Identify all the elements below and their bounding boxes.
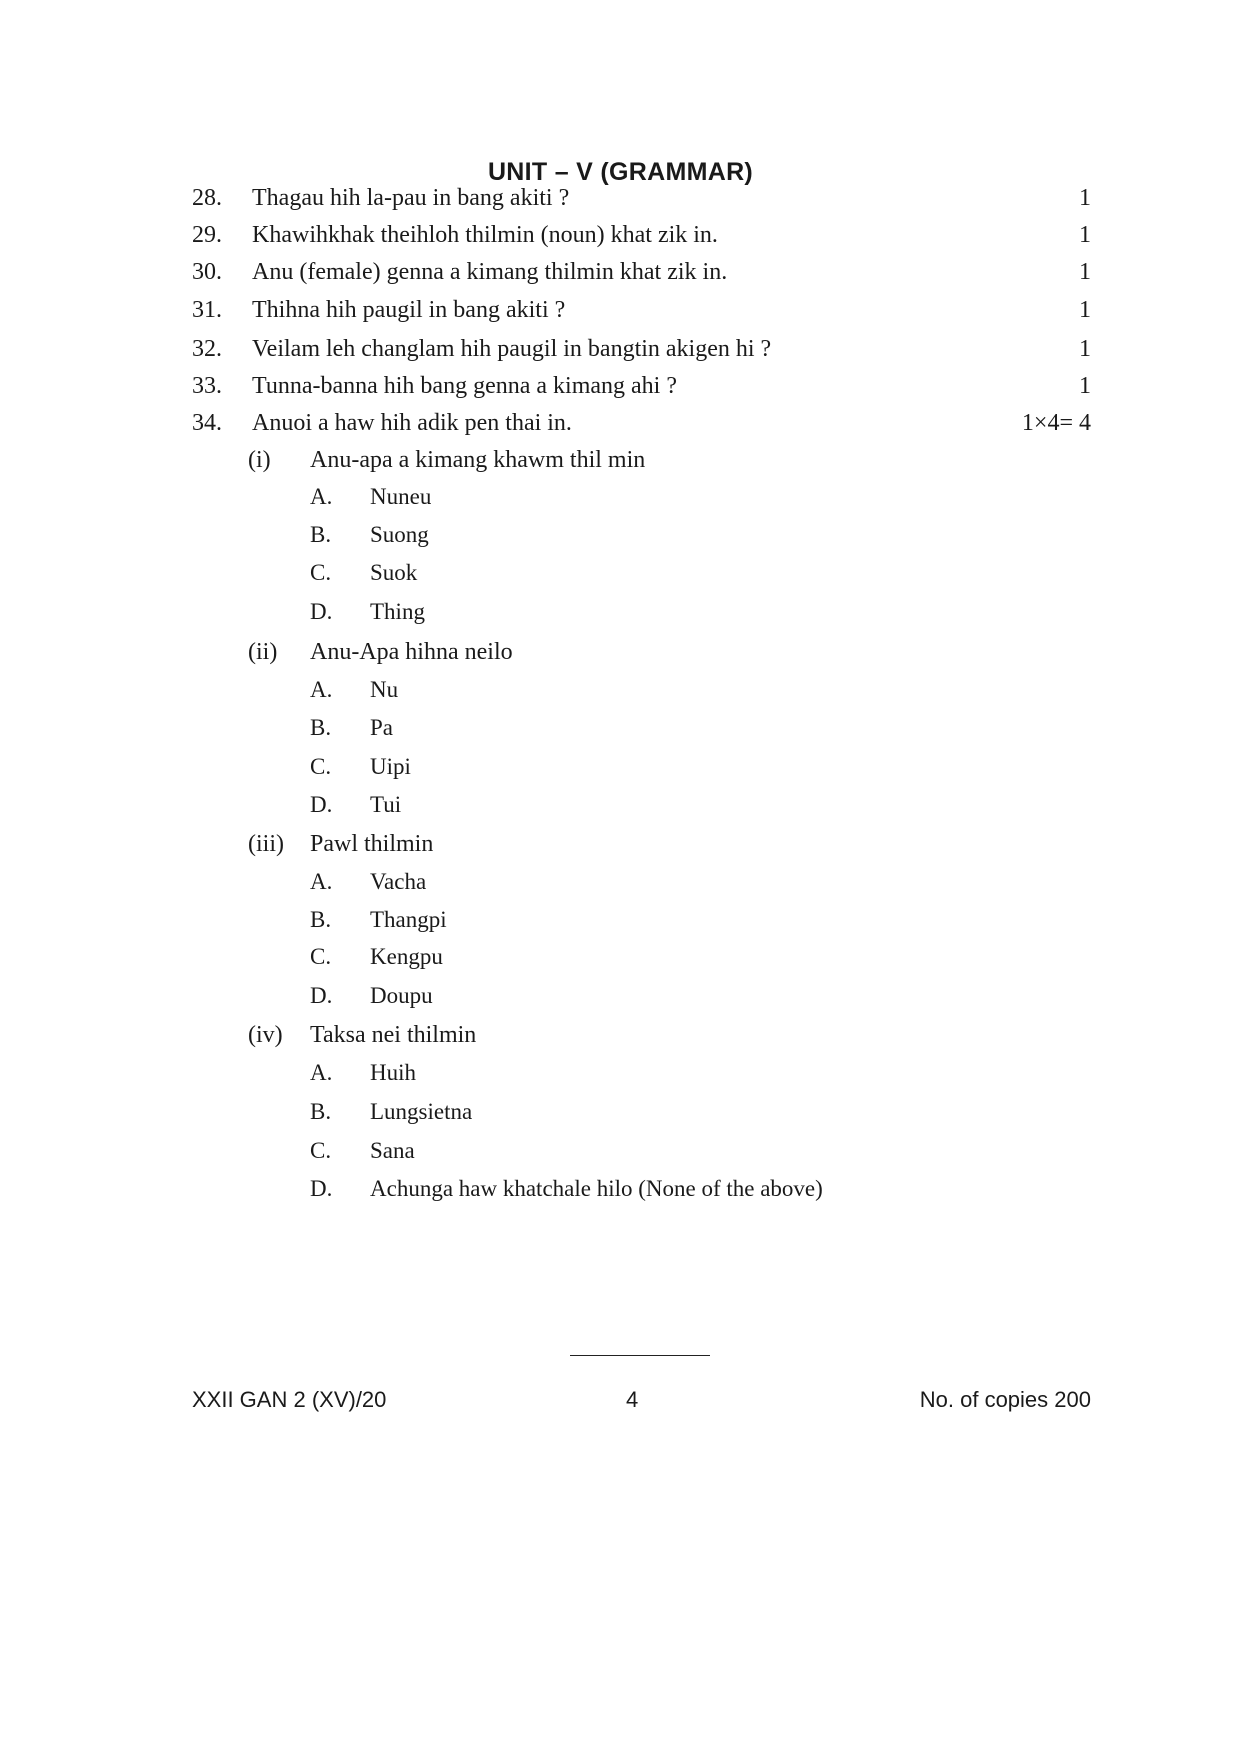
option-text: Suong bbox=[370, 522, 429, 547]
question-row bbox=[0, 255, 1241, 289]
option-text: Thangpi bbox=[370, 907, 447, 932]
option-text: Thing bbox=[370, 599, 425, 624]
option-text: Achunga haw khatchale hilo (None of the above) bbox=[370, 1176, 823, 1201]
question-number: 31. bbox=[192, 297, 222, 323]
subquestion-row bbox=[0, 827, 1241, 861]
option-row bbox=[0, 673, 1241, 707]
question-number: 34. bbox=[192, 410, 222, 436]
subquestion-label: (iv) bbox=[248, 1022, 283, 1048]
option-text: Lungsietna bbox=[370, 1099, 473, 1124]
option-text: Doupu bbox=[370, 983, 433, 1008]
option-label: B. bbox=[310, 1099, 332, 1124]
question-row bbox=[0, 181, 1241, 215]
option-text: Kengpu bbox=[370, 944, 443, 969]
option-text: Huih bbox=[370, 1060, 416, 1085]
subquestion-label: (i) bbox=[248, 447, 271, 473]
option-row bbox=[0, 518, 1241, 552]
option-row bbox=[0, 788, 1241, 822]
option-label: A. bbox=[310, 484, 333, 509]
question-marks: 1 bbox=[1079, 297, 1091, 323]
option-label: D. bbox=[310, 792, 333, 817]
option-text: Suok bbox=[370, 560, 418, 585]
subquestion-row bbox=[0, 443, 1241, 477]
question-marks: 1 bbox=[1079, 373, 1091, 399]
option-label: C. bbox=[310, 560, 332, 585]
question-marks: 1 bbox=[1079, 336, 1091, 362]
question-number: 28. bbox=[192, 185, 222, 211]
option-label: B. bbox=[310, 522, 332, 547]
option-label: B. bbox=[310, 907, 332, 932]
option-label: C. bbox=[310, 944, 332, 969]
question-row bbox=[0, 332, 1241, 366]
subquestion-label: (ii) bbox=[248, 639, 278, 665]
question-number: 29. bbox=[192, 222, 222, 248]
question-marks: 1×4= 4 bbox=[1021, 410, 1091, 436]
option-label: B. bbox=[310, 715, 332, 740]
option-label: A. bbox=[310, 677, 333, 702]
option-row bbox=[0, 1134, 1241, 1168]
option-row bbox=[0, 750, 1241, 784]
question-text: Anu (female) genna a kimang thilmin khat zik in. bbox=[252, 259, 728, 285]
subquestion-text: Taksa nei thilmin bbox=[310, 1022, 477, 1048]
option-text: Uipi bbox=[370, 754, 411, 779]
option-text: Vacha bbox=[370, 869, 427, 894]
question-row bbox=[0, 293, 1241, 327]
section-heading: UNIT – V (GRAMMAR) bbox=[487, 158, 754, 186]
option-label: A. bbox=[310, 1060, 333, 1085]
option-text: Nuneu bbox=[370, 484, 432, 509]
option-row bbox=[0, 711, 1241, 745]
option-label: D. bbox=[310, 1176, 333, 1201]
paper-code: XXII GAN 2 (XV)/20 bbox=[192, 1387, 387, 1412]
question-number: 32. bbox=[192, 336, 222, 362]
question-number: 30. bbox=[192, 259, 222, 285]
subquestion-text: Anu-Apa hihna neilo bbox=[310, 639, 513, 665]
option-row bbox=[0, 940, 1241, 974]
question-text: Thagau hih la-pau in bang akiti ? bbox=[252, 185, 570, 211]
question-marks: 1 bbox=[1079, 185, 1091, 211]
question-text: Khawihkhak theihloh thilmin (noun) khat zik in. bbox=[252, 222, 718, 248]
option-label: A. bbox=[310, 869, 333, 894]
option-row bbox=[0, 865, 1241, 899]
option-label: D. bbox=[310, 599, 333, 624]
option-row bbox=[0, 979, 1241, 1013]
question-row bbox=[0, 218, 1241, 252]
page-number: 4 bbox=[626, 1387, 639, 1412]
subquestion-label: (iii) bbox=[248, 831, 284, 857]
subquestion-text: Anu-apa a kimang khawm thil min bbox=[310, 447, 646, 473]
option-row bbox=[0, 1056, 1241, 1090]
option-row bbox=[0, 903, 1241, 937]
question-number: 33. bbox=[192, 373, 222, 399]
option-label: C. bbox=[310, 754, 332, 779]
question-text: Anuoi a haw hih adik pen thai in. bbox=[252, 410, 572, 436]
subquestion-row bbox=[0, 1018, 1241, 1052]
question-row bbox=[0, 406, 1241, 440]
question-text: Thihna hih paugil in bang akiti ? bbox=[252, 297, 566, 323]
question-marks: 1 bbox=[1079, 259, 1091, 285]
subquestion-row bbox=[0, 635, 1241, 669]
option-text: Nu bbox=[370, 677, 399, 702]
option-row bbox=[0, 1172, 1241, 1206]
option-text: Tui bbox=[370, 792, 402, 817]
option-row bbox=[0, 556, 1241, 590]
option-text: Sana bbox=[370, 1138, 415, 1163]
option-label: D. bbox=[310, 983, 333, 1008]
subquestion-text: Pawl thilmin bbox=[310, 831, 434, 857]
question-marks: 1 bbox=[1079, 222, 1091, 248]
option-text: Pa bbox=[370, 715, 393, 740]
option-row bbox=[0, 595, 1241, 629]
question-text: Veilam leh changlam hih paugil in bangtin akigen hi ? bbox=[252, 336, 772, 362]
option-label: C. bbox=[310, 1138, 332, 1163]
option-row bbox=[0, 1095, 1241, 1129]
end-divider bbox=[570, 1355, 710, 1356]
copies-count: No. of copies 200 bbox=[919, 1387, 1091, 1412]
question-row bbox=[0, 369, 1241, 403]
option-row bbox=[0, 480, 1241, 514]
question-text: Tunna-banna hih bang genna a kimang ahi ? bbox=[252, 373, 678, 399]
